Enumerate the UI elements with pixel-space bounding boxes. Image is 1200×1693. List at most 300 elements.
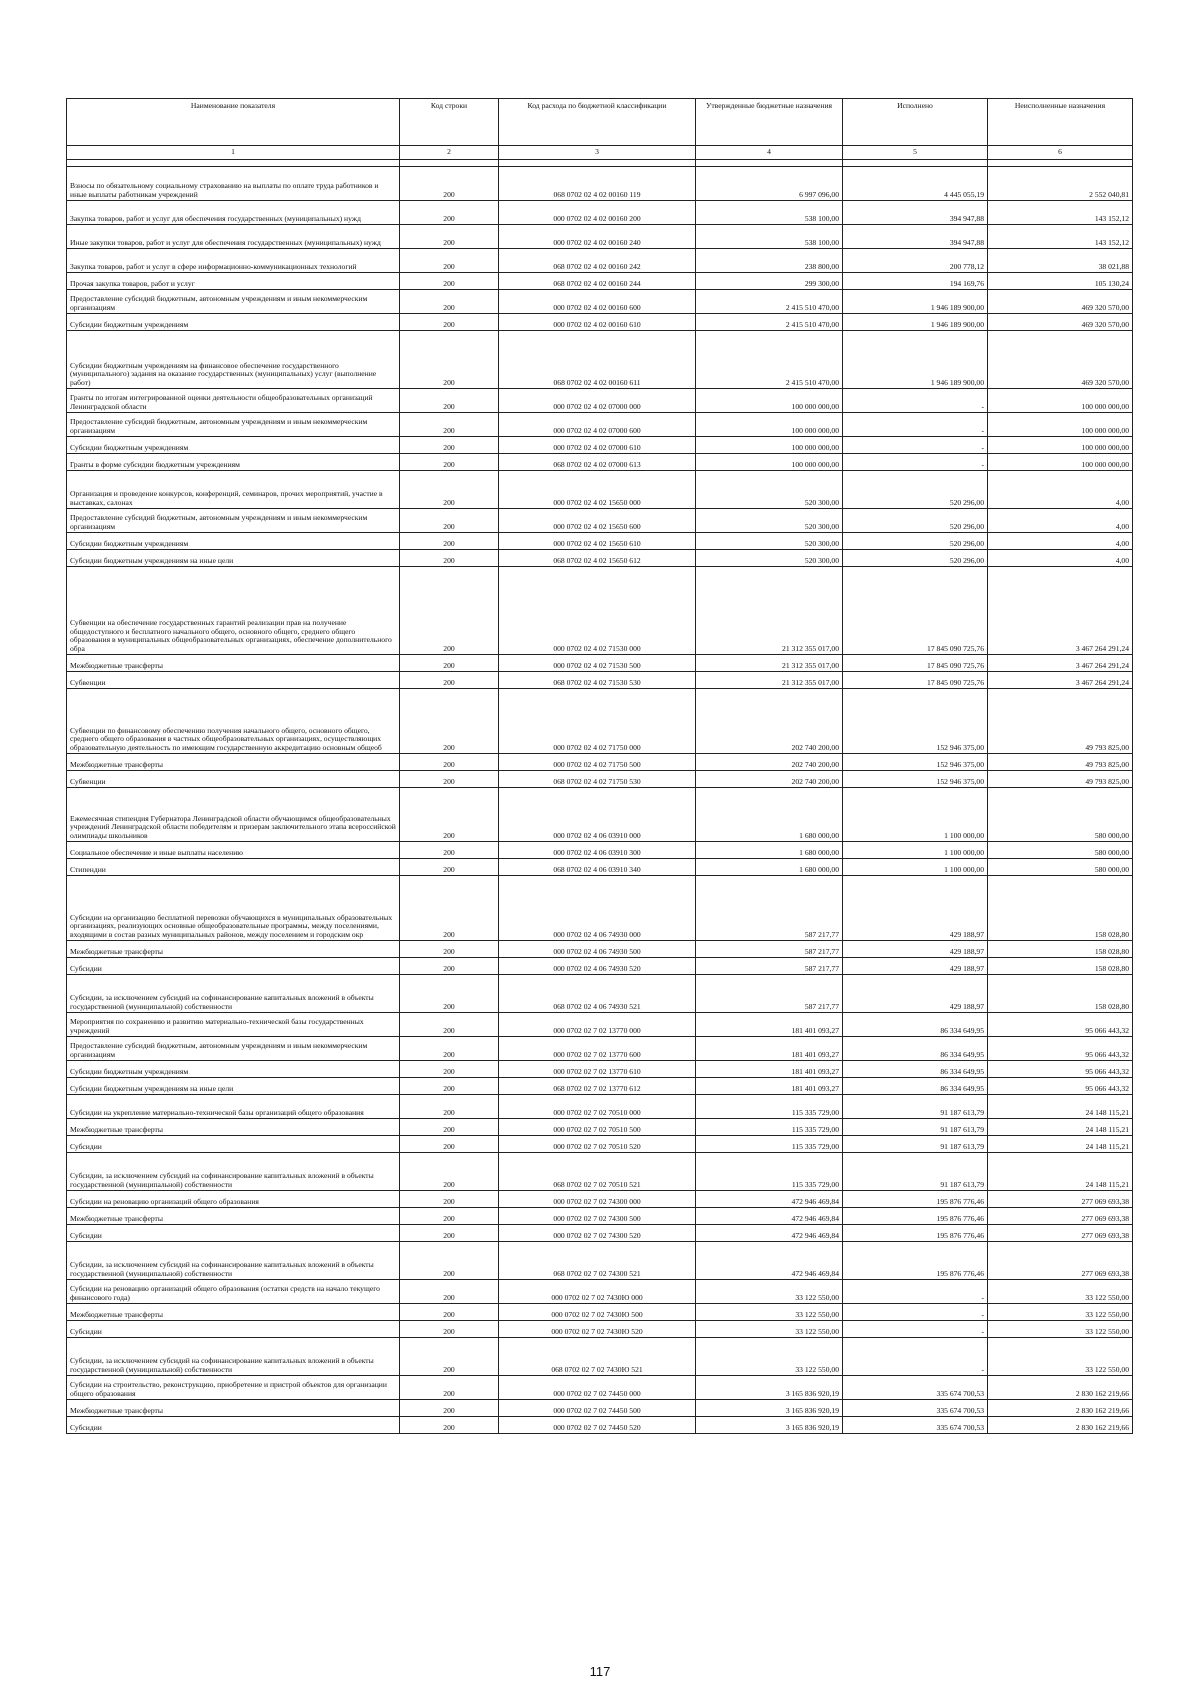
row-approved: 472 946 469,84 <box>696 1225 843 1242</box>
table-row <box>67 225 1133 249</box>
row-unexecuted: 3 467 264 291,24 <box>988 567 1133 655</box>
row-unexecuted: 95 066 443,32 <box>988 1013 1133 1037</box>
table-row <box>67 1242 1133 1280</box>
row-name: Субсидии на укрепление материально-технической базы организаций общего образования <box>67 1095 400 1119</box>
row-executed: 1 100 000,00 <box>843 859 988 876</box>
row-classification-code: 000 0702 02 7 02 74300 520 <box>499 1225 696 1242</box>
row-name: Субсидии <box>67 1136 400 1153</box>
row-unexecuted: 95 066 443,32 <box>988 1037 1133 1061</box>
row-unexecuted: 24 148 115,21 <box>988 1136 1133 1153</box>
row-name: Субсидии, за исключением субсидий на софинансирование капитальных вложений в объекты государственной (муниципальной) собственности <box>67 1153 400 1191</box>
spacer-cell <box>67 160 400 167</box>
row-approved: 21 312 355 017,00 <box>696 672 843 689</box>
row-code: 200 <box>400 437 499 454</box>
row-unexecuted: 95 066 443,32 <box>988 1061 1133 1078</box>
row-name: Субсидии на реновацию организаций общего образования (остатки средств на начало текущего финансового года) <box>67 1280 400 1304</box>
row-classification-code: 000 0702 02 4 02 15650 000 <box>499 471 696 509</box>
table-row <box>67 290 1133 314</box>
table-row <box>67 413 1133 437</box>
row-approved: 1 680 000,00 <box>696 859 843 876</box>
row-executed: 194 169,76 <box>843 273 988 290</box>
spacer-cell <box>988 160 1133 167</box>
row-executed: - <box>843 1338 988 1376</box>
row-executed: - <box>843 413 988 437</box>
row-name: Субсидии бюджетным учреждениям <box>67 533 400 550</box>
row-code: 200 <box>400 225 499 249</box>
row-unexecuted: 580 000,00 <box>988 788 1133 842</box>
row-code: 200 <box>400 290 499 314</box>
row-name: Субсидии бюджетным учреждениям на финансовое обеспечение государственного (муниципального) задания на оказание государственных (муниципальных) услуг (выполнение работ) <box>67 331 400 389</box>
row-approved: 21 312 355 017,00 <box>696 655 843 672</box>
row-name: Субвенции <box>67 771 400 788</box>
header-executed: Исполнено <box>843 99 988 146</box>
row-name: Предоставление субсидий бюджетным, автономным учреждениям и иным некоммерческим организациям <box>67 1037 400 1061</box>
row-name: Мероприятия по сохранению и развитию материально-технической базы государственных учреждений <box>67 1013 400 1037</box>
row-name: Межбюджетные трансферты <box>67 1304 400 1321</box>
table-row <box>67 167 1133 201</box>
row-executed: 195 876 776,46 <box>843 1208 988 1225</box>
row-unexecuted: 4,00 <box>988 509 1133 533</box>
row-code: 200 <box>400 1376 499 1400</box>
row-classification-code: 068 0702 02 7 02 13770 612 <box>499 1078 696 1095</box>
row-executed: 17 845 090 725,76 <box>843 672 988 689</box>
row-approved: 181 401 093,27 <box>696 1013 843 1037</box>
row-approved: 202 740 200,00 <box>696 754 843 771</box>
row-executed: 335 674 700,53 <box>843 1400 988 1417</box>
row-unexecuted: 158 028,80 <box>988 958 1133 975</box>
row-code: 200 <box>400 1191 499 1208</box>
column-number: 6 <box>988 146 1133 160</box>
row-name: Стипендии <box>67 859 400 876</box>
row-approved: 100 000 000,00 <box>696 454 843 471</box>
row-approved: 520 300,00 <box>696 509 843 533</box>
row-unexecuted: 100 000 000,00 <box>988 413 1133 437</box>
row-code: 200 <box>400 1242 499 1280</box>
row-name: Субвенции по финансовому обеспечению получения начального общего, основного общего, среднего общего образования в частных общеобразовательных организациях, осуществляющих образовательную деятельность по имеющим государственную аккредитацию основным общеоб <box>67 689 400 754</box>
row-approved: 472 946 469,84 <box>696 1242 843 1280</box>
row-approved: 472 946 469,84 <box>696 1208 843 1225</box>
row-approved: 202 740 200,00 <box>696 689 843 754</box>
table-row <box>67 437 1133 454</box>
row-unexecuted: 580 000,00 <box>988 842 1133 859</box>
column-number: 5 <box>843 146 988 160</box>
row-classification-code: 068 0702 02 4 06 03910 340 <box>499 859 696 876</box>
row-executed: 1 100 000,00 <box>843 842 988 859</box>
row-classification-code: 068 0702 02 4 02 07000 613 <box>499 454 696 471</box>
row-approved: 100 000 000,00 <box>696 413 843 437</box>
row-executed: 520 296,00 <box>843 550 988 567</box>
row-executed: 200 778,12 <box>843 249 988 273</box>
row-classification-code: 068 0702 02 4 02 00160 244 <box>499 273 696 290</box>
row-name: Субсидии, за исключением субсидий на софинансирование капитальных вложений в объекты государственной (муниципальной) собственности <box>67 975 400 1013</box>
row-approved: 100 000 000,00 <box>696 437 843 454</box>
table-row <box>67 1061 1133 1078</box>
row-code: 200 <box>400 167 499 201</box>
row-code: 200 <box>400 1119 499 1136</box>
row-name: Субсидии <box>67 958 400 975</box>
row-unexecuted: 100 000 000,00 <box>988 437 1133 454</box>
column-number: 3 <box>499 146 696 160</box>
row-executed: 152 946 375,00 <box>843 689 988 754</box>
row-classification-code: 000 0702 02 4 02 00160 240 <box>499 225 696 249</box>
row-code: 200 <box>400 754 499 771</box>
budget-execution-table <box>66 98 1133 1434</box>
row-name: Межбюджетные трансферты <box>67 1119 400 1136</box>
header-classification-code: Код расхода по бюджетной классификации <box>499 99 696 146</box>
table-row <box>67 771 1133 788</box>
header-approved: Утвержденные бюджетные назначения <box>696 99 843 146</box>
row-classification-code: 000 0702 02 4 02 15650 600 <box>499 509 696 533</box>
row-code: 200 <box>400 975 499 1013</box>
row-approved: 587 217,77 <box>696 941 843 958</box>
row-executed: - <box>843 1321 988 1338</box>
table-row <box>67 788 1133 842</box>
row-unexecuted: 49 793 825,00 <box>988 771 1133 788</box>
row-code: 200 <box>400 533 499 550</box>
row-unexecuted: 2 830 162 219,66 <box>988 1376 1133 1400</box>
row-approved: 115 335 729,00 <box>696 1095 843 1119</box>
row-name: Предоставление субсидий бюджетным, автономным учреждениям и иным некоммерческим организациям <box>67 509 400 533</box>
row-code: 200 <box>400 1225 499 1242</box>
row-approved: 587 217,77 <box>696 975 843 1013</box>
row-unexecuted: 2 552 040,81 <box>988 167 1133 201</box>
row-name: Субсидии на реновацию организаций общего образования <box>67 1191 400 1208</box>
row-code: 200 <box>400 509 499 533</box>
row-unexecuted: 580 000,00 <box>988 859 1133 876</box>
spacer-cell <box>843 160 988 167</box>
row-unexecuted: 2 830 162 219,66 <box>988 1400 1133 1417</box>
table-row <box>67 876 1133 941</box>
table-row <box>67 1153 1133 1191</box>
row-unexecuted: 277 069 693,38 <box>988 1242 1133 1280</box>
row-executed: 1 946 189 900,00 <box>843 331 988 389</box>
row-classification-code: 000 0702 02 4 02 71750 500 <box>499 754 696 771</box>
row-name: Межбюджетные трансферты <box>67 1208 400 1225</box>
row-classification-code: 068 0702 02 4 06 74930 521 <box>499 975 696 1013</box>
row-code: 200 <box>400 788 499 842</box>
row-name: Взносы по обязательному социальному страхованию на выплаты по оплате труда работников и иные выплаты работникам учреждений <box>67 167 400 201</box>
table-row <box>67 958 1133 975</box>
row-unexecuted: 469 320 570,00 <box>988 314 1133 331</box>
row-executed: 429 188,97 <box>843 941 988 958</box>
row-classification-code: 068 0702 02 4 02 71750 530 <box>499 771 696 788</box>
row-name: Предоставление субсидий бюджетным, автономным учреждениям и иным некоммерческим организациям <box>67 413 400 437</box>
row-name: Субсидии, за исключением субсидий на софинансирование капитальных вложений в объекты государственной (муниципальной) собственности <box>67 1338 400 1376</box>
row-unexecuted: 158 028,80 <box>988 975 1133 1013</box>
row-approved: 33 122 550,00 <box>696 1338 843 1376</box>
row-code: 200 <box>400 273 499 290</box>
table-row <box>67 672 1133 689</box>
row-code: 200 <box>400 1338 499 1376</box>
row-approved: 202 740 200,00 <box>696 771 843 788</box>
row-code: 200 <box>400 842 499 859</box>
row-code: 200 <box>400 1078 499 1095</box>
row-code: 200 <box>400 550 499 567</box>
row-executed: 394 947,88 <box>843 201 988 225</box>
row-classification-code: 000 0702 02 4 06 03910 000 <box>499 788 696 842</box>
row-unexecuted: 49 793 825,00 <box>988 689 1133 754</box>
row-unexecuted: 158 028,80 <box>988 941 1133 958</box>
row-approved: 538 100,00 <box>696 225 843 249</box>
row-approved: 115 335 729,00 <box>696 1119 843 1136</box>
row-code: 200 <box>400 413 499 437</box>
row-name: Закупка товаров, работ и услуг в сфере информационно-коммуникационных технологий <box>67 249 400 273</box>
row-unexecuted: 469 320 570,00 <box>988 290 1133 314</box>
row-executed: - <box>843 437 988 454</box>
row-executed: 1 946 189 900,00 <box>843 314 988 331</box>
row-classification-code: 000 0702 02 7 02 70510 000 <box>499 1095 696 1119</box>
row-classification-code: 000 0702 02 4 02 07000 000 <box>499 389 696 413</box>
row-code: 200 <box>400 1136 499 1153</box>
row-unexecuted: 24 148 115,21 <box>988 1153 1133 1191</box>
row-classification-code: 000 0702 02 4 02 71530 000 <box>499 567 696 655</box>
row-name: Субсидии <box>67 1225 400 1242</box>
row-classification-code: 068 0702 02 4 02 00160 242 <box>499 249 696 273</box>
row-classification-code: 000 0702 02 7 02 74450 500 <box>499 1400 696 1417</box>
row-approved: 520 300,00 <box>696 471 843 509</box>
table-body <box>67 167 1133 1434</box>
table-row <box>67 689 1133 754</box>
row-executed: 429 188,97 <box>843 876 988 941</box>
row-unexecuted: 277 069 693,38 <box>988 1225 1133 1242</box>
row-unexecuted: 158 028,80 <box>988 876 1133 941</box>
table-row <box>67 249 1133 273</box>
row-classification-code: 000 0702 02 4 02 00160 610 <box>499 314 696 331</box>
row-unexecuted: 4,00 <box>988 533 1133 550</box>
row-approved: 100 000 000,00 <box>696 389 843 413</box>
table-row <box>67 1417 1133 1434</box>
row-approved: 115 335 729,00 <box>696 1136 843 1153</box>
row-classification-code: 000 0702 02 4 02 15650 610 <box>499 533 696 550</box>
row-name: Ежемесячная стипендия Губернатора Ленинградской области обучающимся общеобразовательных учреждений Ленинградской области победителям и призерам заключительного этапа всероссийской олимпиады школьников <box>67 788 400 842</box>
row-name: Субсидии бюджетным учреждениям <box>67 1061 400 1078</box>
table-row <box>67 1400 1133 1417</box>
row-classification-code: 000 0702 02 4 02 00160 600 <box>499 290 696 314</box>
row-executed: 86 334 649,95 <box>843 1078 988 1095</box>
row-classification-code: 068 0702 02 4 02 00160 119 <box>499 167 696 201</box>
row-unexecuted: 143 152,12 <box>988 225 1133 249</box>
row-name: Субвенции на обеспечение государственных гарантий реализации прав на получение общедоступного и бесплатного начального общего, основного общего, среднего общего образования в муниципальных общеобразовательных организациях, обеспечение дополнительного обра <box>67 567 400 655</box>
row-name: Субсидии бюджетным учреждениям на иные цели <box>67 1078 400 1095</box>
row-approved: 1 680 000,00 <box>696 842 843 859</box>
row-name: Закупка товаров, работ и услуг для обеспечения государственных (муниципальных) нужд <box>67 201 400 225</box>
row-classification-code: 000 0702 02 7 02 70510 520 <box>499 1136 696 1153</box>
row-unexecuted: 33 122 550,00 <box>988 1280 1133 1304</box>
row-code: 200 <box>400 1208 499 1225</box>
row-executed: 394 947,88 <box>843 225 988 249</box>
row-unexecuted: 100 000 000,00 <box>988 454 1133 471</box>
row-classification-code: 000 0702 02 7 02 7430Ю 520 <box>499 1321 696 1338</box>
table-row <box>67 1208 1133 1225</box>
row-executed: 4 445 055,19 <box>843 167 988 201</box>
row-code: 200 <box>400 1321 499 1338</box>
table-row <box>67 1225 1133 1242</box>
table-row <box>67 509 1133 533</box>
row-code: 200 <box>400 689 499 754</box>
row-executed: 17 845 090 725,76 <box>843 655 988 672</box>
row-approved: 2 415 510 470,00 <box>696 314 843 331</box>
row-executed: - <box>843 1304 988 1321</box>
row-name: Субсидии бюджетным учреждениям <box>67 314 400 331</box>
table-header-row <box>67 99 1133 146</box>
row-classification-code: 068 0702 02 4 02 71530 530 <box>499 672 696 689</box>
table-row <box>67 941 1133 958</box>
row-approved: 115 335 729,00 <box>696 1153 843 1191</box>
row-unexecuted: 277 069 693,38 <box>988 1191 1133 1208</box>
table-row <box>67 842 1133 859</box>
row-approved: 181 401 093,27 <box>696 1061 843 1078</box>
row-code: 200 <box>400 454 499 471</box>
row-executed: 152 946 375,00 <box>843 754 988 771</box>
row-classification-code: 068 0702 02 4 02 00160 611 <box>499 331 696 389</box>
row-executed: 86 334 649,95 <box>843 1037 988 1061</box>
row-classification-code: 000 0702 02 7 02 74450 520 <box>499 1417 696 1434</box>
row-code: 200 <box>400 1013 499 1037</box>
row-executed: 520 296,00 <box>843 509 988 533</box>
header-unexecuted: Неисполненные назначения <box>988 99 1133 146</box>
row-classification-code: 000 0702 02 4 02 07000 600 <box>499 413 696 437</box>
row-classification-code: 000 0702 02 7 02 74450 000 <box>499 1376 696 1400</box>
row-unexecuted: 33 122 550,00 <box>988 1321 1133 1338</box>
row-name: Субсидии бюджетным учреждениям на иные цели <box>67 550 400 567</box>
row-classification-code: 068 0702 02 4 02 15650 612 <box>499 550 696 567</box>
row-unexecuted: 2 830 162 219,66 <box>988 1417 1133 1434</box>
row-classification-code: 000 0702 02 4 06 03910 300 <box>499 842 696 859</box>
row-code: 200 <box>400 655 499 672</box>
row-unexecuted: 3 467 264 291,24 <box>988 672 1133 689</box>
row-executed: 91 187 613,79 <box>843 1119 988 1136</box>
table-row <box>67 314 1133 331</box>
table-row <box>67 533 1133 550</box>
row-classification-code: 000 0702 02 4 02 71750 000 <box>499 689 696 754</box>
row-approved: 520 300,00 <box>696 533 843 550</box>
row-executed: 1 946 189 900,00 <box>843 290 988 314</box>
row-approved: 2 415 510 470,00 <box>696 290 843 314</box>
row-executed: - <box>843 454 988 471</box>
row-code: 200 <box>400 958 499 975</box>
row-approved: 2 415 510 470,00 <box>696 331 843 389</box>
row-approved: 587 217,77 <box>696 958 843 975</box>
table-row <box>67 859 1133 876</box>
row-name: Субсидии <box>67 1417 400 1434</box>
table-row <box>67 1191 1133 1208</box>
row-code: 200 <box>400 201 499 225</box>
row-classification-code: 000 0702 02 7 02 74300 500 <box>499 1208 696 1225</box>
row-unexecuted: 105 130,24 <box>988 273 1133 290</box>
row-code: 200 <box>400 471 499 509</box>
table-row <box>67 1078 1133 1095</box>
table-row <box>67 1037 1133 1061</box>
row-classification-code: 000 0702 02 4 06 74930 520 <box>499 958 696 975</box>
column-number: 4 <box>696 146 843 160</box>
row-code: 200 <box>400 1400 499 1417</box>
row-approved: 33 122 550,00 <box>696 1280 843 1304</box>
row-name: Межбюджетные трансферты <box>67 1400 400 1417</box>
row-code: 200 <box>400 672 499 689</box>
row-executed: 195 876 776,46 <box>843 1225 988 1242</box>
row-code: 200 <box>400 876 499 941</box>
row-code: 200 <box>400 941 499 958</box>
row-approved: 3 165 836 920,19 <box>696 1417 843 1434</box>
row-name: Субсидии на организацию бесплатной перевозки обучающихся в муниципальных образовательных организациях, реализующих основные общеобразовательные программы, между поселениями, входящими в состав разных муниципальных районов, между поселением и городским окр <box>67 876 400 941</box>
row-unexecuted: 24 148 115,21 <box>988 1119 1133 1136</box>
spacer-row <box>67 160 1133 167</box>
row-unexecuted: 38 021,88 <box>988 249 1133 273</box>
row-approved: 3 165 836 920,19 <box>696 1400 843 1417</box>
row-code: 200 <box>400 1061 499 1078</box>
table-row <box>67 975 1133 1013</box>
table-row <box>67 454 1133 471</box>
row-classification-code: 000 0702 02 7 02 7430Ю 000 <box>499 1280 696 1304</box>
row-unexecuted: 49 793 825,00 <box>988 754 1133 771</box>
table-row <box>67 1376 1133 1400</box>
row-unexecuted: 277 069 693,38 <box>988 1208 1133 1225</box>
row-executed: 335 674 700,53 <box>843 1376 988 1400</box>
row-approved: 472 946 469,84 <box>696 1191 843 1208</box>
row-classification-code: 000 0702 02 4 02 07000 610 <box>499 437 696 454</box>
row-code: 200 <box>400 1153 499 1191</box>
header-indicator-name: Наименование показателя <box>67 99 400 146</box>
row-executed: 86 334 649,95 <box>843 1061 988 1078</box>
row-name: Межбюджетные трансферты <box>67 655 400 672</box>
table-row <box>67 567 1133 655</box>
row-classification-code: 000 0702 02 7 02 13770 600 <box>499 1037 696 1061</box>
spacer-cell <box>499 160 696 167</box>
table-row <box>67 550 1133 567</box>
table-row <box>67 1280 1133 1304</box>
row-unexecuted: 4,00 <box>988 471 1133 509</box>
row-name: Предоставление субсидий бюджетным, автономным учреждениям и иным некоммерческим организациям <box>67 290 400 314</box>
row-approved: 6 997 096,00 <box>696 167 843 201</box>
row-executed: 86 334 649,95 <box>843 1013 988 1037</box>
row-classification-code: 000 0702 02 7 02 70510 500 <box>499 1119 696 1136</box>
column-number: 1 <box>67 146 400 160</box>
row-executed: 152 946 375,00 <box>843 771 988 788</box>
row-unexecuted: 143 152,12 <box>988 201 1133 225</box>
row-executed: - <box>843 1280 988 1304</box>
row-name: Гранты по итогам интегрированной оценки деятельности общеобразовательных организаций Ленинградской области <box>67 389 400 413</box>
table-row <box>67 331 1133 389</box>
table-row <box>67 1136 1133 1153</box>
row-classification-code: 068 0702 02 7 02 7430Ю 521 <box>499 1338 696 1376</box>
row-executed: 17 845 090 725,76 <box>843 567 988 655</box>
row-name: Субсидии <box>67 1321 400 1338</box>
row-executed: - <box>843 389 988 413</box>
table-row <box>67 1119 1133 1136</box>
row-classification-code: 000 0702 02 4 02 00160 200 <box>499 201 696 225</box>
row-name: Гранты в форме субсидии бюджетным учреждениям <box>67 454 400 471</box>
column-number-row <box>67 146 1133 160</box>
row-code: 200 <box>400 859 499 876</box>
row-approved: 33 122 550,00 <box>696 1304 843 1321</box>
row-code: 200 <box>400 567 499 655</box>
row-code: 200 <box>400 771 499 788</box>
spacer-cell <box>696 160 843 167</box>
row-executed: 1 100 000,00 <box>843 788 988 842</box>
row-classification-code: 068 0702 02 7 02 70510 521 <box>499 1153 696 1191</box>
row-code: 200 <box>400 249 499 273</box>
table-row <box>67 1304 1133 1321</box>
row-name: Иные закупки товаров, работ и услуг для обеспечения государственных (муниципальных) нужд <box>67 225 400 249</box>
row-classification-code: 000 0702 02 7 02 13770 610 <box>499 1061 696 1078</box>
row-approved: 181 401 093,27 <box>696 1078 843 1095</box>
table-row <box>67 754 1133 771</box>
row-unexecuted: 95 066 443,32 <box>988 1078 1133 1095</box>
row-classification-code: 000 0702 02 7 02 74300 000 <box>499 1191 696 1208</box>
row-executed: 335 674 700,53 <box>843 1417 988 1434</box>
spacer-cell <box>400 160 499 167</box>
table-row <box>67 1095 1133 1119</box>
